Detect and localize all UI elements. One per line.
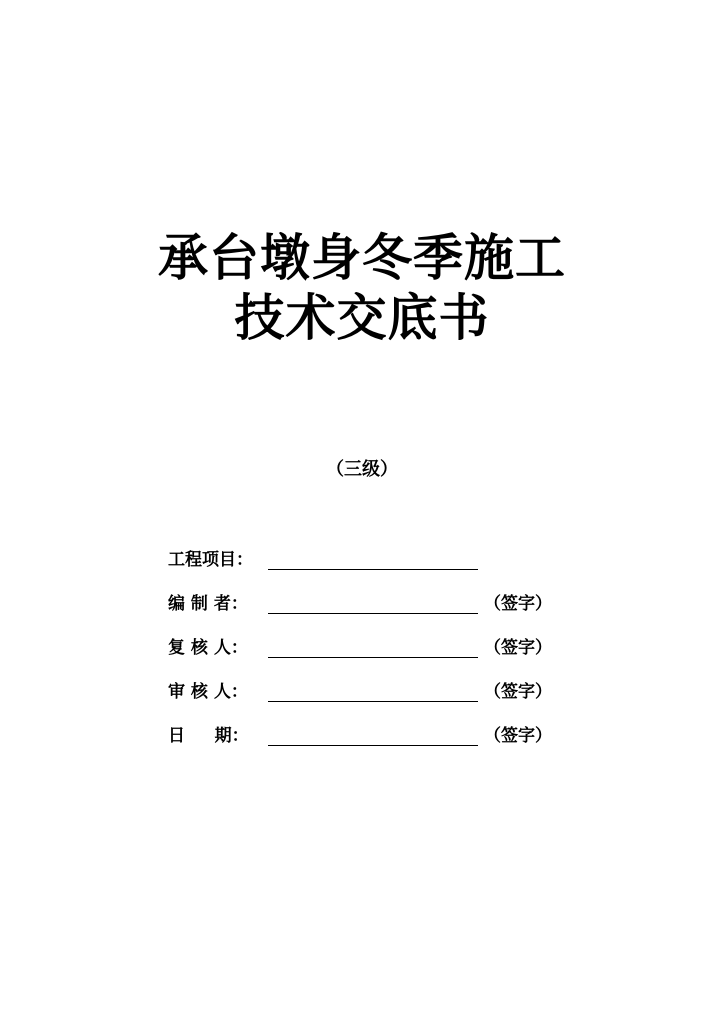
field-row-checker <box>168 636 588 680</box>
field-blank-checker[interactable] <box>268 657 478 658</box>
field-blank-project[interactable] <box>268 569 478 570</box>
field-label-checker: 复 核 人： <box>168 638 248 658</box>
document-title-line-1: 承台墩身冬季施工 <box>158 229 566 287</box>
document-title-line-2: 技术交底书 <box>234 289 490 347</box>
field-row-project <box>168 548 588 592</box>
disclosure-level: （三级） <box>326 459 398 480</box>
field-row-reviewer <box>168 680 588 724</box>
field-sign-author: （签字） <box>484 594 552 614</box>
field-row-date <box>168 724 588 768</box>
field-label-reviewer: 审 核 人： <box>168 682 248 702</box>
signature-fields <box>168 548 588 768</box>
field-blank-reviewer[interactable] <box>268 701 478 702</box>
field-sign-checker: （签字） <box>484 638 552 658</box>
field-blank-date[interactable] <box>268 745 478 746</box>
field-label-date: 日 期： <box>168 726 249 746</box>
field-blank-author[interactable] <box>268 613 478 614</box>
field-row-author <box>168 592 588 636</box>
field-sign-date: （签字） <box>484 726 552 746</box>
field-label-project: 工程项目： <box>168 550 253 570</box>
field-sign-reviewer: （签字） <box>484 682 552 702</box>
field-label-author: 编 制 者： <box>168 594 248 614</box>
